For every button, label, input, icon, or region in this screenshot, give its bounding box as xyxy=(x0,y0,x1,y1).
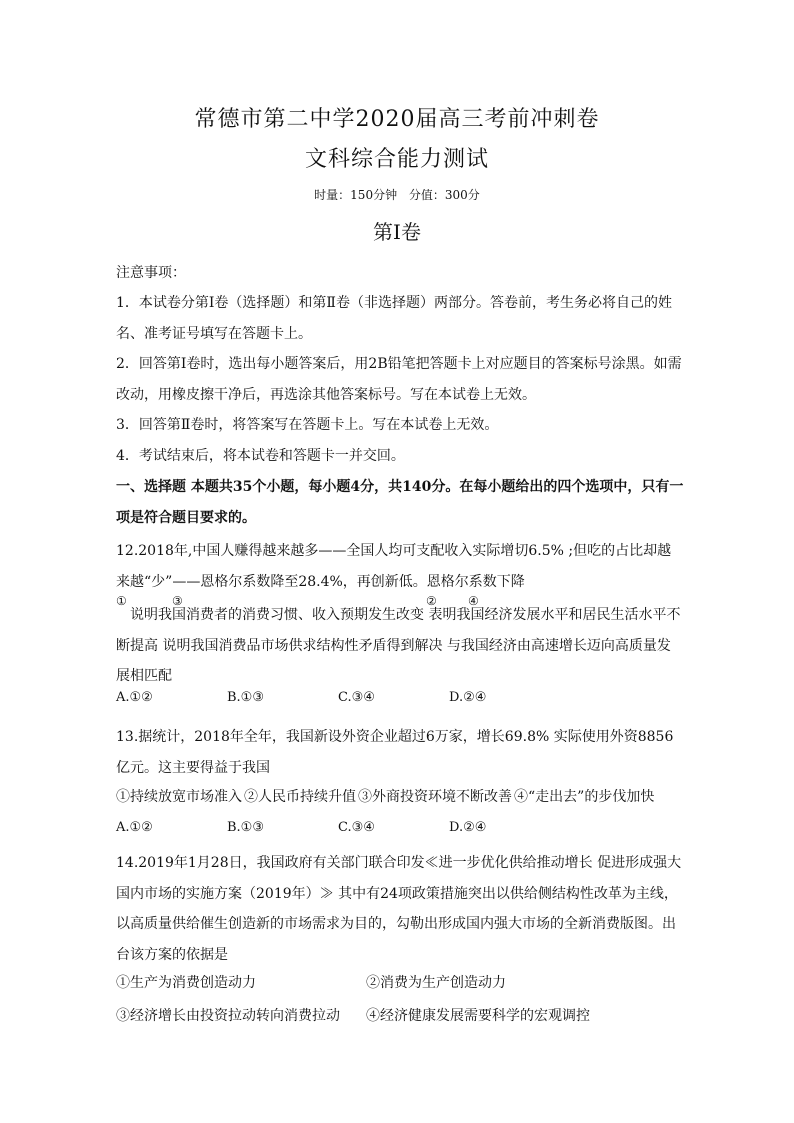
q14-statement-4: ④经济健康发展需要科学的宏观调控 xyxy=(366,1008,590,1024)
q13-option-d: D.②④ xyxy=(449,820,487,835)
exam-meta xyxy=(0,186,794,203)
q14-marker-2: ② xyxy=(366,975,380,991)
question-12-stem: 12.2018年,中国人赚得越来越多——全国人均可支配收入实际增切6.5% ;但吃的占比却越来越“少”——恩格尔系数降至28.4%，再创新低。恩格尔系数下降 xyxy=(116,543,672,590)
notice-item-4: 4．考试结束后，将本试卷和答题卡一并交回。 xyxy=(116,448,405,464)
q12-option-b: B.①③ xyxy=(227,690,264,705)
q12-option-d: D.②④ xyxy=(449,690,487,705)
notice-heading: 注意事项： xyxy=(116,265,186,281)
question-13-stem: 13.据统计，2018年全年，我国新设外资企业超过6万家，增长69.8% 实际使用外资8856亿元。这主要得益于我国 xyxy=(116,729,674,776)
q12-marker-4: ④ xyxy=(468,594,479,608)
q14-marker-4: ④ xyxy=(366,1008,380,1024)
q13-statement-4: ④“走出去”的步伐加快 xyxy=(514,789,655,805)
exam-score: 分值：300分 xyxy=(408,188,480,202)
q13-statement-1: ①持续放宽市场准入 xyxy=(116,789,242,805)
q13-option-b: B.①③ xyxy=(227,820,264,835)
q13-option-a: A.①② xyxy=(116,820,153,835)
exam-subtitle: 文科综合能力测试 xyxy=(304,147,489,172)
volume-title: 第Ⅰ卷 xyxy=(373,220,421,244)
q12-option-c: C.③④ xyxy=(338,690,375,705)
q13-statement-3: ③外商投资环境不断改善 xyxy=(358,789,512,805)
exam-title: 常德市第二中学2020届高三考前冲刺卷 xyxy=(194,107,600,132)
q13-marker-3: ③ xyxy=(358,789,372,805)
q13-option-c: C.③④ xyxy=(338,820,375,835)
q12-option-a: A.①② xyxy=(116,690,153,705)
exam-time: 时量：150分钟 xyxy=(314,188,398,202)
q14-statement-1: ①生产为消费创造动力 xyxy=(116,975,256,991)
q13-marker-4: ④ xyxy=(514,789,528,805)
q12-marker-3: ③ xyxy=(172,594,183,608)
question-12-statements: 说明我国消费者的消费习惯、收入预期发生改变 表明我国经济发展水平和居民生活水平不断提高 说明我国消费品市场供求结构性矛盾得到解决 与我国经济由高速增长迈向高质量发展相匹配 xyxy=(116,607,681,684)
notice-item-2: 2．回答第Ⅰ卷时，选出每小题答案后，用2B铅笔把答题卡上对应题目的答案标号涂黑。如需改动，用橡皮擦干净后，再选涂其他答案标号。写在本试卷上无效。 xyxy=(116,356,682,403)
q14-statement-3: ③经济增长由投资拉动转向消费拉动 xyxy=(116,1008,340,1024)
q13-marker-2: ② xyxy=(244,789,258,805)
q13-marker-1: ① xyxy=(116,789,130,805)
q13-statement-2: ②人民币持续升值 xyxy=(244,789,356,805)
q14-marker-1: ① xyxy=(116,975,130,991)
notice-item-1: 1．本试卷分第Ⅰ卷（选择题）和第Ⅱ卷（非选择题）两部分。答卷前，考生务必将自己的姓名、准考证号填写在答题卡上。 xyxy=(116,295,672,342)
notice-item-3: 3．回答第Ⅱ卷时，将答案写在答题卡上。写在本试卷上无效。 xyxy=(116,417,499,433)
section-heading: 一、选择题 本题共35个小题，每小题4分，共140分。在每小题给出的四个选项中，只有一项是符合题目要求的。 xyxy=(116,479,684,526)
q12-marker-2: ② xyxy=(426,594,437,608)
q12-marker-1: ① xyxy=(116,594,127,608)
q14-marker-3: ③ xyxy=(116,1008,130,1024)
q14-statement-2: ②消费为生产创造动力 xyxy=(366,975,506,991)
question-14-stem: 14.2019年1月28日，我国政府有关部门联合印发≪进一步优化供给推动增长 促进形成强大国内市场的实施方案（2019年）≫ 其中有24项政策措施突出以供给侧结构性改革为主线，以高质量供给催生创造新的市场需求为目的，勾勒出形成国内强大市场的全新消费版图。出台该方案的依据是 xyxy=(116,855,682,963)
